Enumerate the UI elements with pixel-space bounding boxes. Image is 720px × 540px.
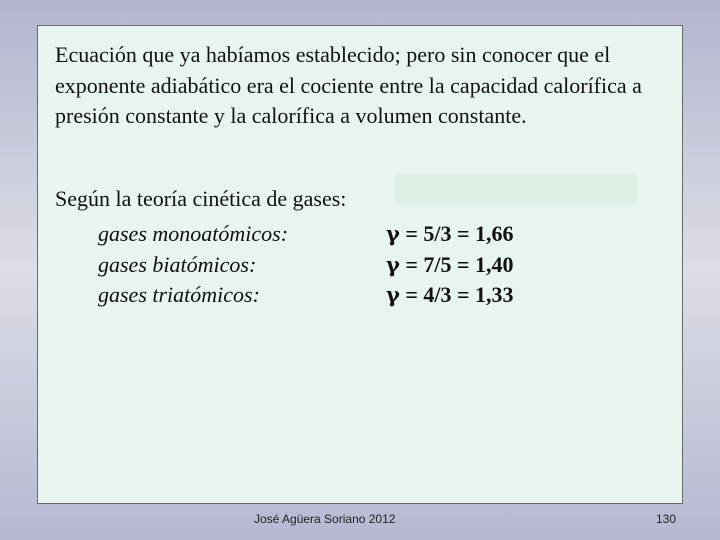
- highlight-box: [394, 174, 638, 205]
- gamma-value: [386, 252, 514, 278]
- gamma-value: [386, 221, 514, 247]
- gamma-symbol: γ: [386, 221, 400, 246]
- footer-author: José Agüera Soriano 2012: [254, 512, 396, 526]
- gas-row-triatomic: [98, 282, 578, 313]
- gas-name: gases biatómicos:: [98, 251, 257, 277]
- slide-panel: [37, 25, 683, 504]
- gas-list: [98, 221, 578, 313]
- intro-paragraph: Ecuación que ya habíamos establecido; pero sin conocer que el exponente adiabático era el cociente entre la capacidad calorífica a presión constante y la calorífica a volumen constante.: [55, 42, 642, 128]
- gamma-formula: = 4/3 = 1,33: [399, 282, 514, 307]
- theory-label: Según la teoría cinética de gases:: [55, 186, 347, 211]
- gas-row-monoatomic: [98, 221, 578, 252]
- gas-name: gases triatómicos:: [98, 282, 260, 307]
- gas-row-diatomic: [98, 252, 578, 283]
- gamma-symbol: γ: [386, 282, 400, 307]
- gas-name: gases monoatómicos:: [98, 221, 289, 246]
- gamma-formula: = 7/5 = 1,40: [399, 251, 514, 277]
- gamma-formula: = 5/3 = 1,66: [399, 221, 514, 246]
- gamma-value: [386, 282, 514, 308]
- gamma-symbol: γ: [386, 251, 400, 277]
- page-number: 130: [656, 512, 677, 526]
